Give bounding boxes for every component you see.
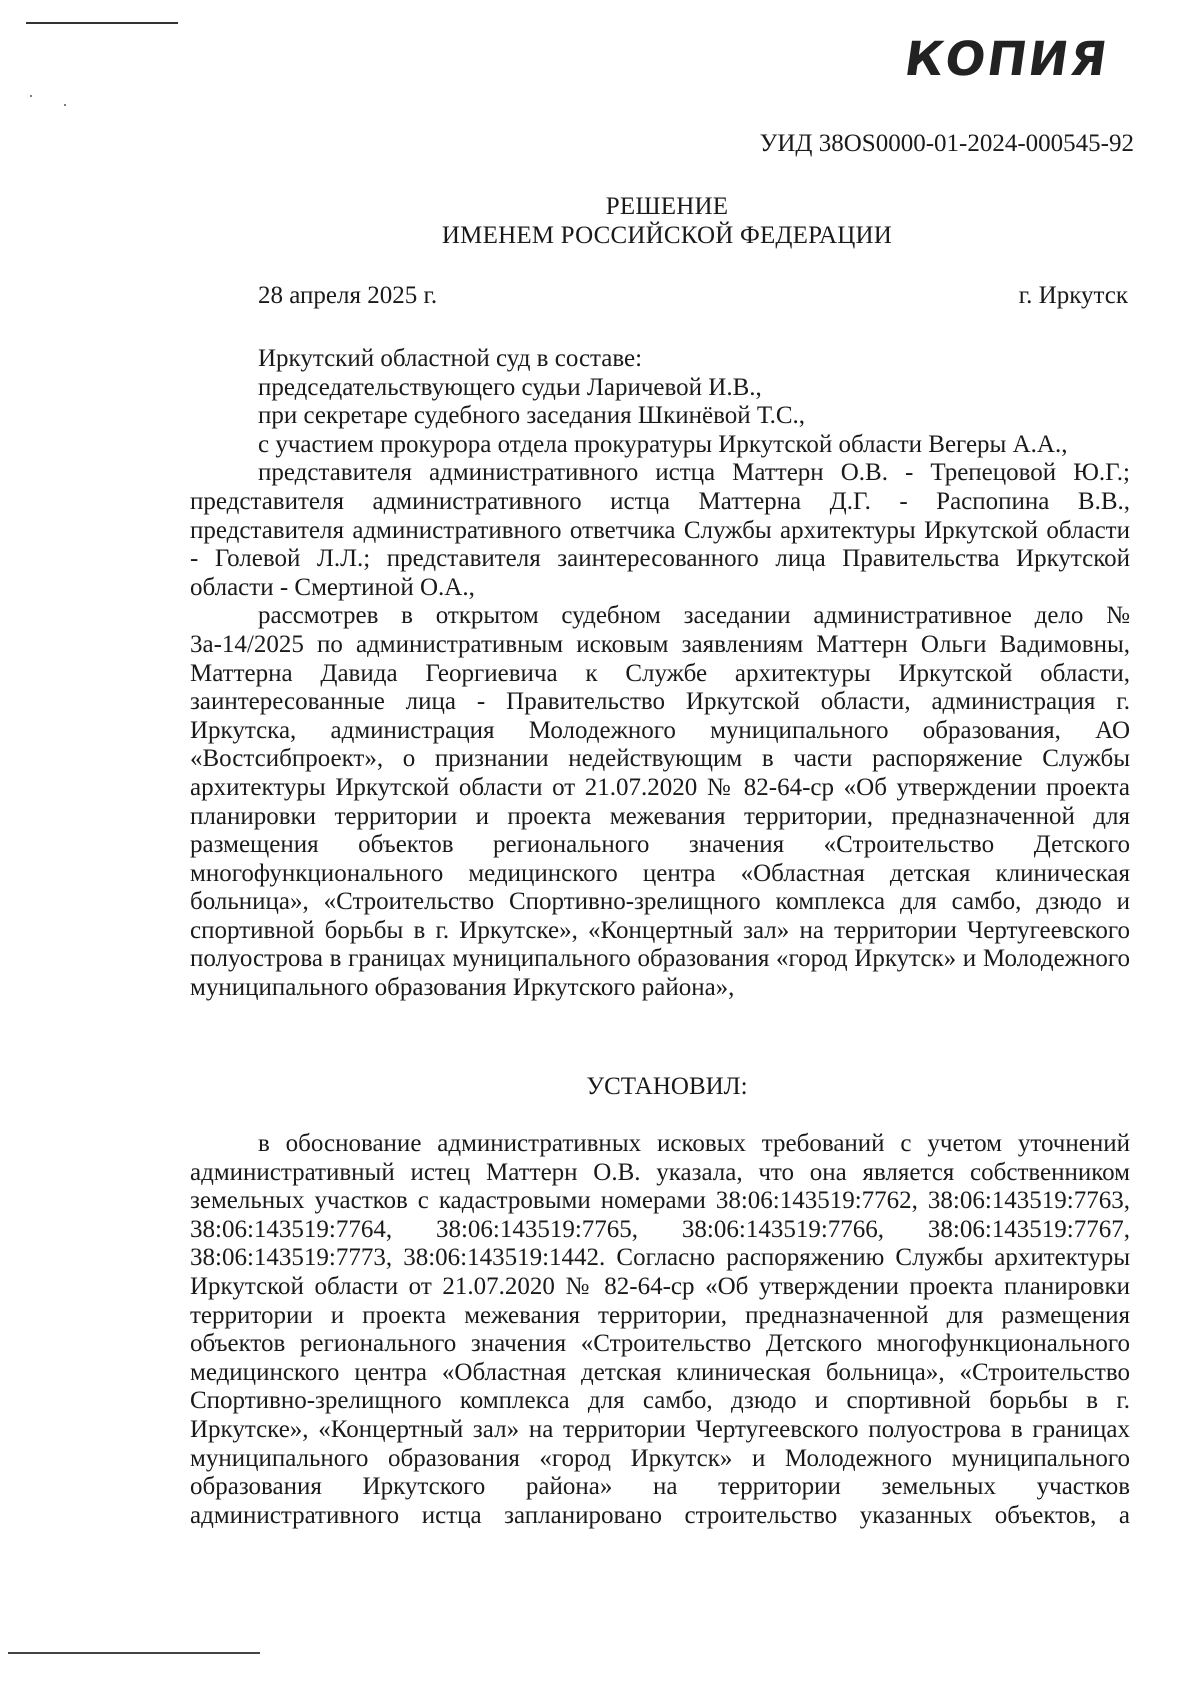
intro-section [190, 345, 1130, 1003]
prosecutor-line: с участием прокурора отдела прокуратуры Иркутской области Вегеры А.А., [258, 430, 1068, 458]
judge-line: председательствующего судьи Ларичевой И.В., [258, 373, 762, 401]
established-heading: УСТАНОВИЛ: [586, 1073, 748, 1100]
copy-stamp: КОПИЯ [901, 32, 1113, 87]
considered-paragraph: рассмотрев в открытом судебном заседании административное дело № 3а-14/2025 по административным исковым заявлениям Маттерн Ольги Вадимовны, Маттерна Давида Георгиевича к Службе архитектуры Иркутской области, заинтересованные лица - Правительство Иркутской области, администрация г. Иркутска, администрация Молодежного муниципального образования, АО «Востсибпроект», о признании недействующим в части распоряжение Службы архитектуры Иркутской области от 21.07.2020 № 82-64-ср «Об утверждении проекта планировки территории и проекта межевания территории, предназначенной для размещения объектов регионального значения «Строительство Детского многофункционального медицинского центра «Областная детская клиническая больница», «Строительство Спортивно-зрелищного комплекса для самбо, дзюдо и спортивной борьбы в г. Иркутске», «Концертный зал» на территории Чертугеевского полуострова в границах муниципального образования «город Иркутск» и Молодежного муниципального образования Иркутского района», [190, 602, 1130, 1002]
representatives-paragraph: представителя административного истца Маттерн О.В. - Трепецовой Ю.Г.; представителя административного истца Маттерна Д.Г. - Распопина В.В., представителя административного ответчика Службы архитектуры Иркутской области - Голевой Л.Л.; представителя заинтересованного лица Правительства Иркутской области - Смертиной О.А., [190, 459, 1130, 601]
case-uid: УИД 38OS0000-01-2024-000545-92 [759, 130, 1134, 157]
scan-artifact-bottom [8, 1652, 260, 1654]
scan-artifact-top [26, 22, 178, 24]
document-date: 28 апреля 2025 г. [258, 282, 438, 309]
main-section [190, 1130, 1130, 1530]
document-subtitle: ИМЕНЕМ РОССИЙСКОЙ ФЕДЕРАЦИИ [441, 222, 893, 249]
document-city: г. Иркутск [1018, 282, 1128, 309]
scan-artifact-dot [64, 104, 66, 106]
secretary-line: при секретаре судебного заседания Шкинёвой Т.С., [258, 402, 806, 430]
document-title: РЕШЕНИЕ [605, 193, 729, 220]
court-line: Иркутский областной суд в составе: [258, 345, 643, 372]
scan-artifact-dot [30, 95, 32, 97]
main-paragraph: в обоснование административных исковых требований с учетом уточнений административный истец Маттерн О.В. указала, что она является собственником земельных участков с кадастровыми номерами 38:06:143519:7762, 38:06:143519:7763, 38:06:143519:7764, 38:06:143519:7765, 38:06:143519:7766, 38:06:143519:7767, 38:06:143519:7773, 38:06:143519:1442. Согласно распоряжению Службы архитектуры Иркутской области от 21.07.2020 № 82-64-ср «Об утверждении проекта планировки территории и проекта межевания территории, предназначенной для размещения объектов регионального значения «Строительство Детского многофункционального медицинского центра «Областная детская клиническая больница», «Строительство Спортивно-зрелищного комплекса для самбо, дзюдо и спортивной борьбы в г. Иркутске», «Концертный зал» на территории Чертугеевского полуострова в границах муниципального образования «город Иркутск» и Молодежного муниципального образования Иркутского района» на территории земельных участков административного истца запланировано строительство указанных объектов, а [190, 1130, 1130, 1529]
